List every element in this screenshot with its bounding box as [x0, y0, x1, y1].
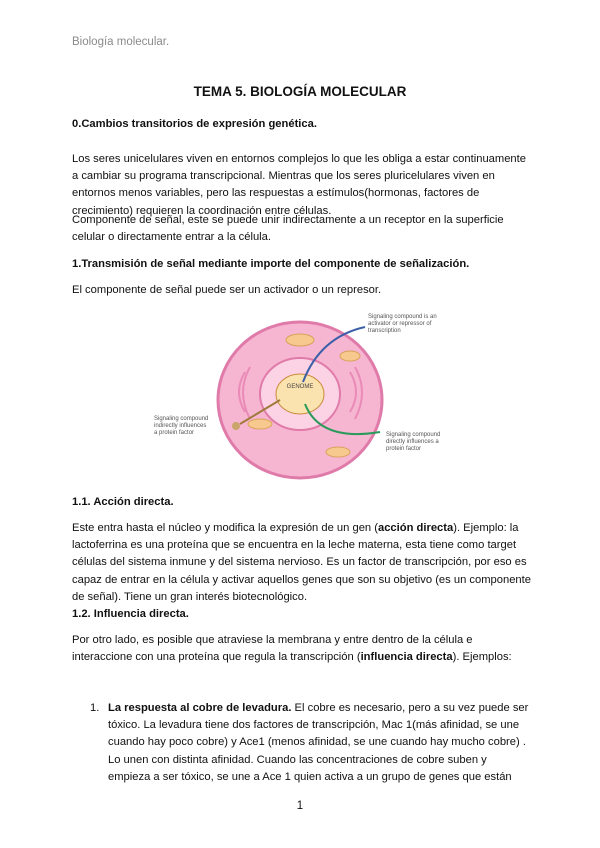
mitochondrion-icon [286, 334, 314, 346]
section-0-heading [72, 116, 532, 133]
text-run: Por otro lado, es posible que atraviese la membrana y entre dentro de la célula e interaccione con una proteína que regula la transcripción ( [72, 634, 473, 664]
section-1-paragraph: El componente de señal puede ser un activador o un represor. [72, 284, 382, 296]
mitochondrion-icon [340, 351, 360, 361]
text-run: ). Ejemplos: [452, 651, 512, 664]
signal-compound [232, 422, 240, 430]
text-run: ). Ejemplo: la lactoferrina es una proteína que se encuentra en la leche materna, esta tiene como target células del sistema inmune y del sistema nervioso. Es un factor de transcripción, por eso es capaz de entrar en la célula y activar aquellos genes que son su objetivo (es un componente de señal). Tiene un gran interés biotecnológico. [72, 522, 531, 603]
section-1-2-heading-text: 1.2. Influencia directa. [72, 608, 189, 620]
section-1-2-heading [72, 606, 532, 623]
bold-term: acción directa [377, 522, 454, 534]
section-1-1-heading [72, 494, 532, 511]
section-0-paragraph-1: Los seres unicelulares viven en entornos complejos lo que les obliga a estar continuamente a cambiar su programa transcripcional. Mientras que los seres pluricelulares viven en entornos menos variables, pero las respuestas a estímulos(hormonas, factores de crecimiento) requieren la coordinación entre células. [72, 153, 526, 217]
section-1-heading-text: 1.Transmisión de señal mediante importe del componente de señalización. [72, 258, 470, 270]
section-1-1-heading-text: 1.1. Acción directa. [72, 496, 174, 508]
page-number: 1 [296, 800, 304, 812]
list-item [108, 700, 532, 786]
mitochondrion-icon [326, 447, 350, 457]
cell-signaling-figure [150, 312, 480, 482]
list-item-title: La respuesta al cobre de levadura. [108, 702, 292, 714]
list-item-text: El cobre es necesario, pero a su vez puede ser tóxico. La levadura tiene dos factores de transcripción, Mac 1(más afinidad, se une cuando hay poco cobre) y Ace1 (menos afinidad, se une cuando hay mucho cobre) . Lo unen con distinta afinidad. Cuando las concentraciones de cobre suben y empieza a ser tóxico, se une a Ace 1 quien activa a un grupo de genes que están [108, 702, 529, 783]
page-title: TEMA 5. BIOLOGÍA MOLECULAR [193, 84, 407, 99]
mitochondrion-icon [248, 419, 272, 429]
running-header: Biología molecular. [72, 36, 170, 48]
numbered-list [72, 700, 532, 786]
section-0-heading-text: 0.Cambios transitorios de expresión genética. [72, 118, 317, 130]
bold-term: influencia directa [360, 651, 453, 664]
genome-label: GENOME [286, 384, 314, 390]
label-left: Signaling compound indirectly influences a protein factor [154, 416, 209, 436]
section-1-heading [72, 256, 532, 273]
label-right: Signaling compound directly influences a protein factor [386, 432, 441, 452]
list-number: 1. [90, 702, 100, 714]
section-0-paragraph-2: Componente de señal, este se puede unir indirectamente a un receptor en la superficie celular o directamente entrar a la célula. [72, 214, 504, 244]
text-run: Este entra hasta el núcleo y modifica la expresión de un gen ( [72, 522, 378, 534]
section-1-1-paragraph [72, 520, 532, 606]
label-top: Signaling compound is an activator or repressor of transcription [368, 314, 437, 334]
section-1-2-paragraph [72, 632, 532, 666]
genome [276, 374, 324, 414]
